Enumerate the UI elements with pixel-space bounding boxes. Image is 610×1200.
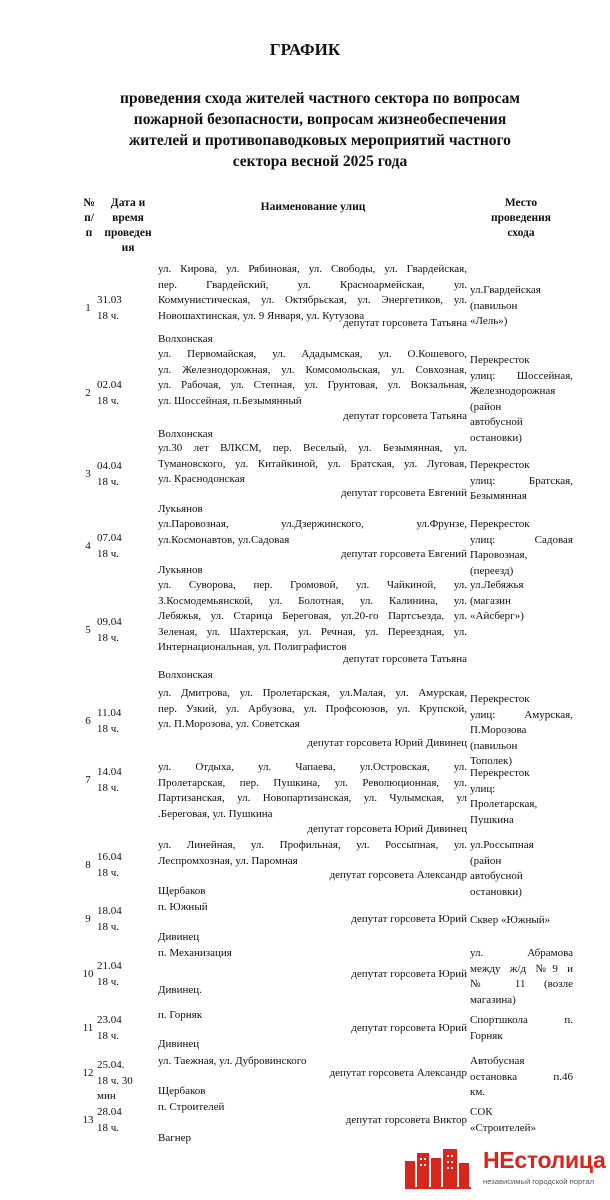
- street-line: ул. П.Морозова, ул. Советская: [158, 718, 300, 730]
- row-date: 11.04: [97, 707, 122, 719]
- row-number: 7: [85, 774, 91, 786]
- row-date-time: [97, 850, 157, 881]
- row-date: 28.04: [97, 1106, 122, 1118]
- place-line: Перекресток: [470, 518, 530, 530]
- header-date: [98, 196, 158, 256]
- place-line: улиц: Амурская,: [470, 708, 573, 721]
- street-line: З.Космодемьянской, ул. Болотная, ул. Калинина, ул.: [158, 594, 467, 607]
- place-line: «Лель»): [470, 315, 508, 327]
- row-number: 8: [85, 859, 91, 871]
- row-date: 07.04: [97, 532, 122, 544]
- row-number: 11: [82, 1022, 94, 1034]
- row-place: [470, 578, 573, 625]
- place-line: остановки): [470, 431, 522, 444]
- place-line: ул. Абрамова: [470, 947, 573, 959]
- row-place: [470, 1105, 573, 1136]
- row-time: 18 ч.: [97, 866, 120, 879]
- street-line: пер. Гвардейский, ул. Красноармейская, ул.: [158, 278, 467, 291]
- place-line: Безымянная: [470, 490, 527, 502]
- row-number: 6: [85, 715, 91, 727]
- row-date-time: [97, 378, 157, 409]
- header-number-line: п: [85, 227, 93, 239]
- row-time: 18 ч.: [97, 722, 120, 735]
- row-place: [470, 838, 573, 900]
- street-line: ул. Железнодорожная, ул. Комсомольская, ул. Совхозная,: [158, 363, 467, 376]
- street-line: .Береговая, ул. Пушкина: [158, 807, 273, 820]
- row-streets: [158, 347, 467, 409]
- row-date-time: [97, 293, 157, 324]
- place-line: улиц:: [470, 782, 496, 795]
- row-deputy: депутат горсовета Евгений: [341, 548, 467, 560]
- row-deputy-name: Волхонская: [158, 428, 213, 440]
- street-line: Партизанская, ул. Новопартизанская, ул. Чулымская, ул: [158, 792, 467, 804]
- place-line: автобусной: [470, 416, 523, 428]
- street-line: п. Механизация: [158, 947, 232, 959]
- street-line: Коммунистическая, ул. Октябрьская, ул. Энергетиков, ул.: [158, 294, 467, 306]
- row-number: 10: [82, 968, 94, 980]
- row-time-extra: мин: [97, 1090, 116, 1102]
- place-line: Сквер «Южный»: [470, 914, 551, 926]
- row-deputy-name: Вагнер: [158, 1132, 191, 1144]
- row-number: 12: [82, 1067, 94, 1079]
- street-line: ул. Дмитрова, ул. Пролетарская, ул.Малая, ул. Амурская,: [158, 687, 467, 699]
- street-line: ул.30 лет ВЛКСМ, пер. Веселый, ул. Безымянная, ул.: [158, 442, 467, 454]
- place-line: СОК: [470, 1106, 493, 1118]
- row-place: [470, 283, 573, 330]
- row-date: 25.04.: [97, 1059, 125, 1071]
- place-line: (магазин: [470, 594, 511, 607]
- row-place: [470, 517, 573, 579]
- row-number: 3: [85, 468, 91, 480]
- row-place: [470, 913, 573, 929]
- row-deputy-name: Дивинец: [158, 1038, 200, 1050]
- street-line: ул. Первомайская, ул. Ададымская, ул. О.Кошевого,: [158, 348, 467, 360]
- header-place: [468, 196, 574, 241]
- street-line: Тумановского, ул. Китайкиной, ул. Братская, ул. Луговая,: [158, 457, 467, 470]
- row-streets: [158, 946, 467, 962]
- row-date-time: [97, 1013, 157, 1044]
- street-line: ул.Космонавтов, ул.Садовая: [158, 533, 290, 546]
- street-line: ул. Краснодонская: [158, 473, 245, 485]
- row-deputy: депутат горсовета Юрий Дивинец: [307, 823, 467, 835]
- row-deputy: депутат горсовета Юрий: [351, 968, 467, 980]
- row-time: 18 ч.: [97, 1121, 120, 1134]
- row-streets: [158, 441, 467, 488]
- row-deputy-name: Дивинец.: [158, 984, 202, 996]
- place-line: Пролетарская,: [470, 798, 538, 810]
- street-line: ул.Паровозная, ул.Дзержинского, ул.Фрунзе,: [158, 518, 467, 530]
- row-number: 9: [85, 913, 91, 925]
- row-deputy-name: Дивинец: [158, 931, 200, 943]
- place-line: ул.Гвардейская: [470, 284, 541, 296]
- row-streets: [158, 760, 467, 822]
- place-line: Автобусная: [470, 1055, 525, 1067]
- place-line: Горняк: [470, 1029, 503, 1042]
- place-line: улиц: Шоссейная,: [470, 369, 573, 382]
- street-line: Леспромхозная, ул. Паромная: [158, 854, 298, 867]
- place-line: остановки): [470, 885, 522, 898]
- street-line: п. Южный: [158, 901, 208, 913]
- row-place: [470, 692, 573, 770]
- place-line: улиц: Садовая: [470, 533, 573, 546]
- row-deputy-name: Лукьянов: [158, 564, 203, 576]
- street-line: Новошахтинская, ул. 9 Января, ул. Кутузова: [158, 309, 365, 322]
- place-line: «Строителей»: [470, 1121, 536, 1134]
- street-line: п. Горняк: [158, 1009, 203, 1021]
- place-line: км.: [470, 1086, 486, 1098]
- place-line: П.Морозова: [470, 724, 527, 736]
- row-date-time: [97, 459, 157, 490]
- row-time: 18 ч.: [97, 1029, 120, 1042]
- header-date-line: ия: [121, 242, 135, 254]
- row-number: 1: [85, 302, 91, 314]
- row-deputy: депутат горсовета Юрий Дивинец: [307, 737, 467, 749]
- header-date-line: Дата и: [110, 197, 146, 209]
- row-time: 18 ч.: [97, 309, 120, 322]
- subtitle-line: сектора весной 2025 года: [232, 153, 408, 170]
- subtitle-line: жителей и противопаводковых мероприятий частного: [129, 132, 511, 149]
- place-line: Перекресток: [470, 354, 530, 366]
- header-number-line: №: [83, 197, 95, 209]
- row-deputy-name: Лукьянов: [158, 503, 203, 515]
- place-line: Паровозная,: [470, 549, 528, 561]
- place-line: (павильон: [470, 739, 518, 752]
- subtitle-line: проведения схода жителей частного сектора по вопросам: [120, 90, 520, 107]
- row-place: [470, 1054, 573, 1101]
- row-date: 16.04: [97, 851, 122, 863]
- row-streets: [158, 517, 467, 548]
- row-number: 4: [85, 540, 91, 552]
- place-line: «Айсберг»): [470, 610, 524, 622]
- logo-tagline: независимый городской портал: [483, 1177, 595, 1186]
- row-date: 23.04: [97, 1014, 122, 1026]
- row-time: 18 ч.: [97, 475, 120, 488]
- row-deputy: депутат горсовета Александр: [329, 1067, 467, 1079]
- row-streets: [158, 262, 467, 324]
- row-place: [470, 353, 573, 446]
- place-line: (переезд): [470, 564, 514, 577]
- row-time: 18 ч.: [97, 631, 120, 644]
- row-deputy: депутат горсовета Александр: [329, 869, 467, 881]
- header-place-line: Место: [504, 197, 538, 209]
- row-place: [470, 766, 573, 828]
- street-line: Пролетарская, пер. Пушкина, ул. Революционная, ул.: [158, 776, 467, 789]
- row-place: [470, 458, 573, 505]
- place-line: Перекресток: [470, 693, 530, 705]
- place-line: автобусной: [470, 870, 523, 882]
- row-date-time: [97, 1105, 157, 1136]
- row-deputy: депутат горсовета Татьяна: [343, 410, 467, 422]
- row-time: 18 ч.: [97, 975, 120, 988]
- row-date: 14.04: [97, 766, 122, 778]
- place-line: Тополек): [470, 755, 513, 767]
- row-deputy: депутат горсовета Виктор: [345, 1114, 467, 1126]
- place-line: Пушкина: [470, 813, 514, 826]
- street-line: ул. Таежная, ул. Дубровинского: [158, 1055, 307, 1067]
- header-date-line: время: [112, 212, 144, 224]
- row-deputy: депутат горсовета Юрий: [351, 1022, 467, 1034]
- street-line: ул. Суворова, пер. Громовой, ул. Чайкиной, ул.: [158, 579, 467, 591]
- place-line: магазина): [470, 993, 516, 1006]
- header-number-line: п/: [84, 212, 94, 224]
- place-line: остановка п.46: [470, 1070, 573, 1083]
- place-line: (район: [470, 854, 502, 867]
- row-date: 21.04: [97, 960, 122, 972]
- row-date: 02.04: [97, 379, 122, 391]
- row-time: 18 ч. 30: [97, 1074, 133, 1087]
- row-deputy-name: Волхонская: [158, 669, 213, 681]
- place-line: № 11 (возле: [470, 978, 573, 990]
- place-line: ул.Лебяжья: [470, 579, 524, 591]
- place-line: (павильон: [470, 299, 518, 312]
- logo-name: НЕстолица: [483, 1147, 606, 1173]
- street-line: Зеленая, ул. Шахтерская, ул. Речная, ул. Переездная, ул.: [158, 625, 467, 638]
- header-number: [78, 196, 100, 241]
- row-streets: [158, 838, 467, 869]
- row-number: 13: [82, 1114, 94, 1126]
- row-deputy: депутат горсовета Татьяна: [343, 317, 467, 329]
- header-streets: Наименование улиц: [260, 201, 366, 213]
- header-place-line: проведения: [490, 212, 552, 224]
- row-date-time: [97, 615, 157, 646]
- row-date: 09.04: [97, 616, 122, 628]
- header-place-line: схода: [507, 227, 535, 239]
- row-time: 18 ч.: [97, 781, 120, 794]
- row-time: 18 ч.: [97, 547, 120, 560]
- row-deputy-name: Волхонская: [158, 333, 213, 345]
- row-streets: [158, 686, 467, 733]
- street-line: Лебяжья, ул. Старица Береговая, ул.20-го Партсъезда, ул.: [158, 610, 467, 622]
- row-date-time: [97, 706, 157, 737]
- street-line: Интернациональная, ул. Полиграфистов: [158, 641, 347, 653]
- street-line: ул. Отдыха, ул. Чапаева, ул.Островская, ул.: [158, 761, 467, 773]
- site-logo: [405, 1147, 606, 1191]
- place-line: Железнодорожная: [470, 385, 556, 397]
- street-line: пер. Узкий, ул. Арбузова, ул. Профсоюзов, ул. Крупской,: [158, 702, 467, 715]
- row-number: 2: [85, 387, 91, 399]
- street-line: ул. Линейная, ул. Профильная, ул. Россыпная, ул.: [158, 839, 467, 851]
- subtitle-line: пожарной безопасности, вопросам жизнеобеспечения: [133, 111, 507, 128]
- row-date-time: [97, 959, 157, 990]
- row-date-time: [97, 765, 157, 796]
- row-date: 04.04: [97, 460, 122, 472]
- row-place: [470, 946, 573, 1008]
- place-line: ул.Россыпная: [470, 839, 534, 851]
- document-subtitle: [70, 88, 570, 172]
- document-title: ГРАФИК: [269, 40, 341, 59]
- place-line: Перекресток: [470, 767, 530, 779]
- logo-skyline-icon: [405, 1149, 477, 1189]
- street-line: п. Строителей: [158, 1101, 225, 1113]
- row-deputy: депутат горсовета Татьяна: [343, 653, 467, 665]
- place-line: между ж/д №9 и: [470, 962, 573, 975]
- street-line: ул. Шоссейная, п.Безымянный: [158, 394, 302, 407]
- row-streets: [158, 578, 467, 656]
- row-date-time: [97, 531, 157, 562]
- row-time: 18 ч.: [97, 920, 120, 933]
- row-deputy-name: Щербаков: [158, 1085, 206, 1097]
- header-date-line: проведен: [104, 227, 152, 239]
- street-line: ул. Кирова, ул. Рябиновая, ул. Свободы, ул. Гвардейская,: [158, 263, 467, 275]
- row-time: 18 ч.: [97, 394, 120, 407]
- row-deputy: депутат горсовета Юрий: [351, 913, 467, 925]
- row-date: 31.03: [97, 294, 122, 306]
- place-line: улиц: Братская,: [470, 474, 573, 487]
- row-number: 5: [85, 624, 91, 636]
- row-date-time: [97, 904, 157, 935]
- row-date-time: [97, 1058, 157, 1105]
- row-date: 18.04: [97, 905, 122, 917]
- place-line: Перекресток: [470, 459, 530, 471]
- row-deputy-name: Щербаков: [158, 885, 206, 897]
- row-deputy: депутат горсовета Евгений: [341, 487, 467, 499]
- row-place: [470, 1013, 573, 1044]
- place-line: Спортшкола п.: [470, 1014, 573, 1026]
- place-line: (район: [470, 400, 502, 413]
- street-line: ул. Рабочая, ул. Степная, ул. Грунтовая, ул. Вокзальная,: [158, 379, 467, 391]
